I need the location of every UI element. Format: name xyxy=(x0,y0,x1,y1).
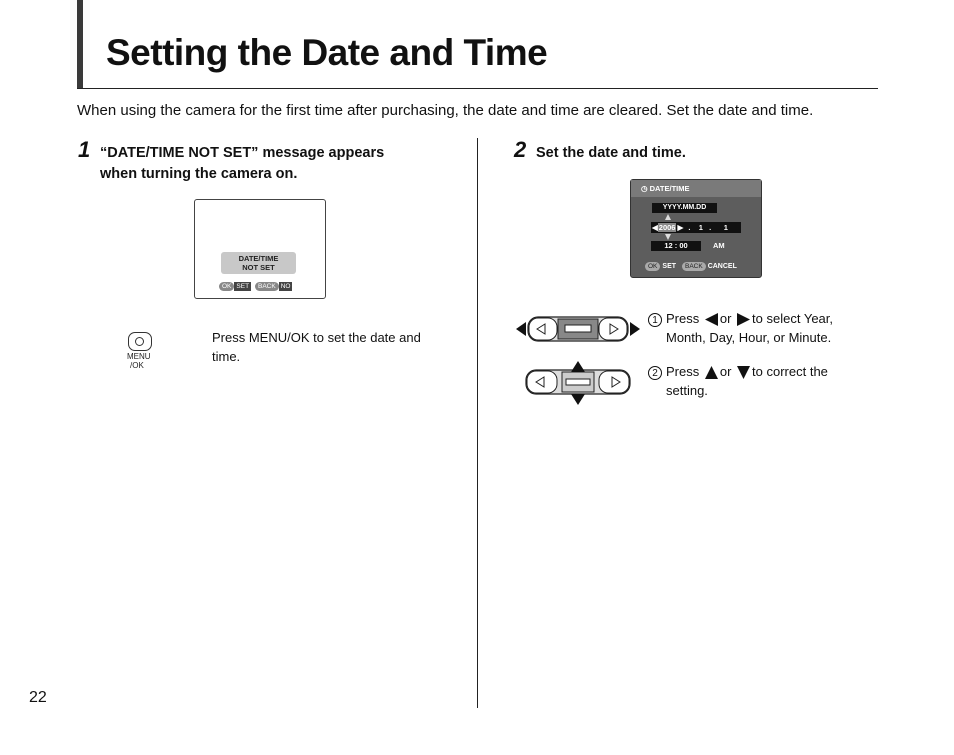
menu-label-line1: MENU xyxy=(127,352,151,361)
step-1-desc-line2: time. xyxy=(212,349,241,364)
instruction-1-press: Press xyxy=(666,311,700,326)
year-field: 2006 xyxy=(658,223,676,232)
step-1-heading xyxy=(100,143,384,185)
instruction-2-or: or xyxy=(719,364,732,379)
right-arrow-icon: ▶ xyxy=(677,223,684,232)
ok-pill: OK xyxy=(219,282,234,291)
page-number: 22 xyxy=(29,689,47,706)
up-arrow-icon xyxy=(705,366,718,379)
down-arrow-icon xyxy=(737,366,750,379)
instruction-2-line2: setting. xyxy=(666,383,708,398)
step-1-heading-line1: “DATE/TIME NOT SET” message appears xyxy=(100,145,385,161)
ok-pill: OK xyxy=(645,262,660,271)
screen1-footer xyxy=(219,282,300,293)
instruction-2-marker: 2 xyxy=(648,366,662,380)
up-down-pad-icon xyxy=(524,361,632,405)
instruction-1-line2: Month, Day, Hour, or Minute. xyxy=(666,330,832,345)
step-2-number: 2 xyxy=(514,137,527,162)
step-1-description xyxy=(212,328,421,366)
set-label: SET xyxy=(662,263,677,270)
menu-ok-label xyxy=(127,352,151,370)
step-2-heading: Set the date and time. xyxy=(536,145,686,161)
instruction-2-press: Press xyxy=(666,364,700,379)
cancel-label: CANCEL xyxy=(707,263,737,270)
column-divider xyxy=(477,138,478,708)
back-pill: BACK xyxy=(682,262,706,271)
step-1-heading-line2: when turning the camera on. xyxy=(100,166,298,182)
title-rule xyxy=(77,88,878,89)
not-set-line1: DATE/TIME xyxy=(238,254,279,263)
date-format: YYYY.MM.DD xyxy=(652,203,717,213)
step-1-desc-line1: Press MENU/OK to set the date and xyxy=(212,330,421,345)
instruction-1-rest: to select Year, xyxy=(752,311,833,326)
instruction-2-rest: to correct the xyxy=(752,364,828,379)
instruction-1-marker: 1 xyxy=(648,313,662,327)
left-arrow-icon: ◀ xyxy=(652,223,658,232)
lcd-screen-not-set xyxy=(194,199,326,299)
no-label: NO xyxy=(280,283,291,290)
left-arrow-icon xyxy=(705,313,718,326)
screen2-footer xyxy=(645,262,737,271)
not-set-line2: NOT SET xyxy=(242,263,275,272)
not-set-message xyxy=(221,252,296,274)
month-day-field: . 1 . 1 xyxy=(688,223,728,232)
left-right-pad-icon xyxy=(516,315,640,345)
time-field: 12 : 00 xyxy=(651,241,701,251)
am-pm-field: AM xyxy=(713,241,725,250)
date-row xyxy=(651,222,741,233)
menu-ok-button-icon xyxy=(128,332,152,351)
date-time-header xyxy=(631,180,761,197)
menu-ok-button-center xyxy=(135,337,144,346)
clock-icon: ◷ xyxy=(641,184,648,193)
set-label: SET xyxy=(236,283,250,290)
title-accent-bar xyxy=(77,0,83,89)
up-arrow-icon xyxy=(665,214,671,220)
page-title: Setting the Date and Time xyxy=(106,32,548,73)
lcd-screen-date-time xyxy=(630,179,762,278)
down-arrow-icon xyxy=(665,234,671,240)
back-pill: BACK xyxy=(255,282,279,291)
intro-text: When using the camera for the first time after purchasing, the date and time are cleared. Set the date and time. xyxy=(77,102,814,119)
menu-label-line2: /OK xyxy=(130,361,144,370)
step-1-number: 1 xyxy=(78,137,91,162)
date-time-header-label: DATE/TIME xyxy=(649,184,690,193)
right-arrow-icon xyxy=(737,313,750,326)
instruction-1-or: or xyxy=(719,311,732,326)
instruction-2 xyxy=(648,362,878,400)
instruction-1 xyxy=(648,309,878,347)
